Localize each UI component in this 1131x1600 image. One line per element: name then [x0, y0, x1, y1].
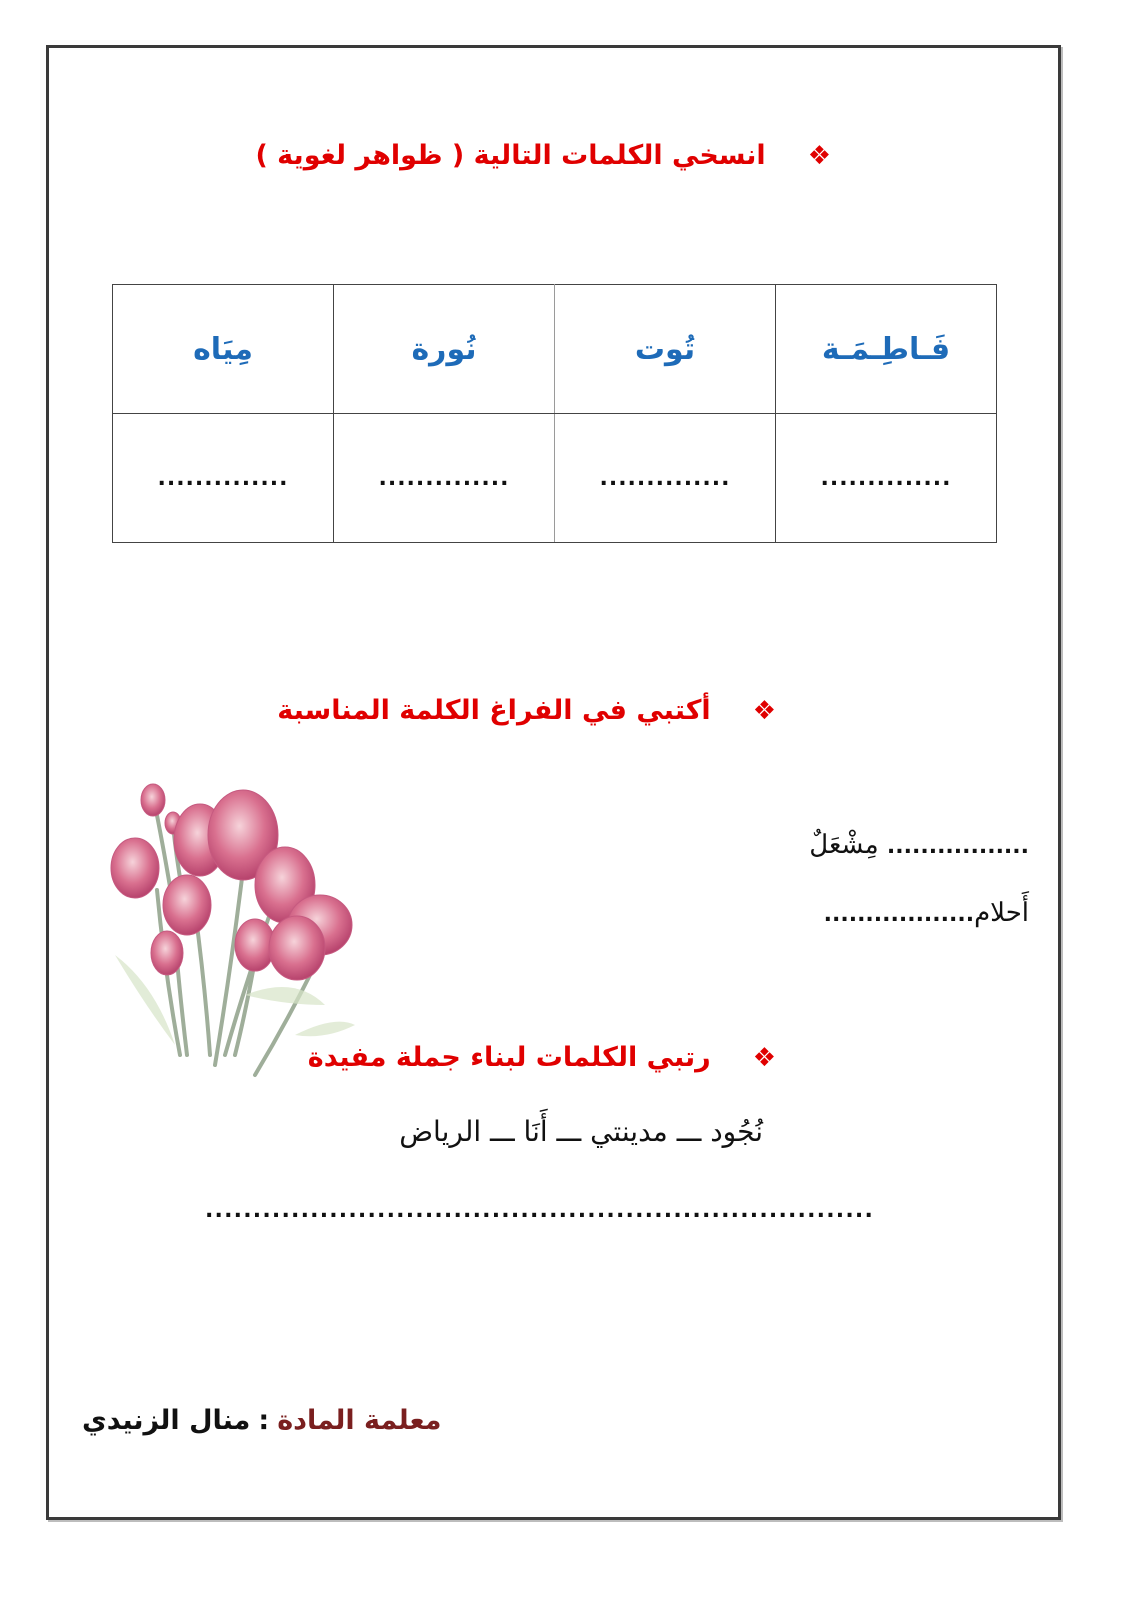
fill-in-blank[interactable]: .................	[886, 834, 1029, 859]
section-1-heading	[255, 140, 831, 171]
word-noura: نُورة	[411, 331, 477, 367]
copy-blank[interactable]: ..............	[378, 465, 510, 491]
table-cell	[776, 414, 997, 543]
section-3-title: رتبي الكلمات لبناء جملة مفيدة	[307, 1042, 711, 1073]
fill-in-word: مِشْعَلٌ	[809, 830, 879, 860]
signature-separator: :	[258, 1405, 270, 1436]
scrambled-words: نُجُود ـــ مدينتي ـــ أَنَا ـــ الرياض	[399, 1115, 763, 1148]
teacher-name: منال الزنيدي	[82, 1405, 251, 1436]
table-row-blanks	[113, 414, 997, 543]
teacher-signature	[82, 1405, 442, 1436]
diamond-bullet-icon: ❖	[807, 140, 831, 171]
word-tut: تُوت	[634, 331, 696, 367]
copy-blank[interactable]: ..............	[599, 465, 731, 491]
table-cell	[113, 285, 334, 414]
table-cell	[334, 285, 555, 414]
section-1-title: انسخي الكلمات التالية ( ظواهر لغوية )	[255, 140, 766, 171]
signature-label: معلمة المادة	[277, 1405, 442, 1436]
table-cell	[113, 414, 334, 543]
word-miyah: مِيَاه	[193, 331, 253, 367]
table-row-words	[113, 285, 997, 414]
table-cell	[555, 414, 776, 543]
copy-blank[interactable]: ..............	[157, 465, 289, 491]
fill-in-item	[809, 830, 1029, 860]
fill-in-item	[824, 898, 1029, 928]
table-cell	[334, 414, 555, 543]
sentence-answer-blank[interactable]: ......................................................................	[205, 1198, 875, 1223]
word-fatima: فَـاطِـمَـة	[821, 331, 951, 367]
fill-in-word: أَحلام	[974, 898, 1029, 928]
words-table	[112, 284, 997, 543]
diamond-bullet-icon: ❖	[752, 695, 776, 726]
fill-in-blank[interactable]: ..................	[823, 902, 975, 927]
table-cell	[776, 285, 997, 414]
section-2-title: أكتبي في الفراغ الكلمة المناسبة	[277, 695, 711, 726]
diamond-bullet-icon: ❖	[752, 1042, 776, 1073]
section-2-heading	[277, 695, 776, 726]
table-cell	[555, 285, 776, 414]
section-3-heading	[308, 1042, 776, 1073]
copy-blank[interactable]: ..............	[820, 465, 952, 491]
